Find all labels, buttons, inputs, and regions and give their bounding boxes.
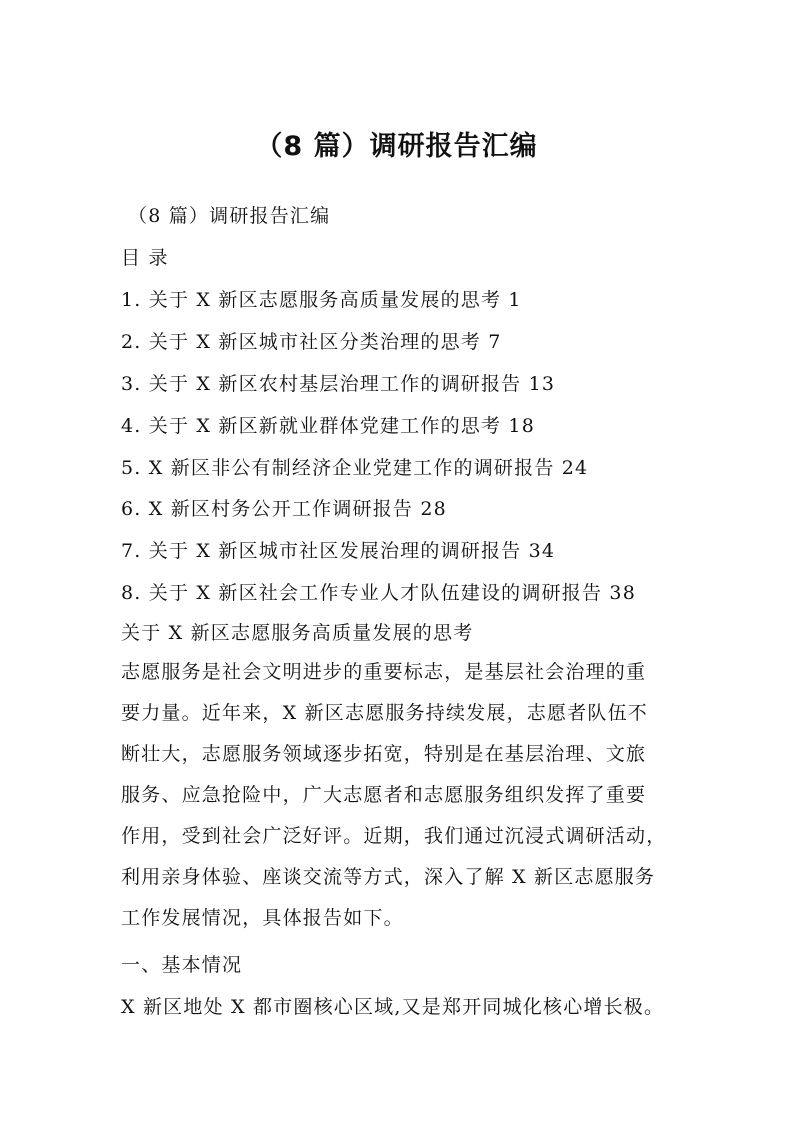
intro-line-2: 要力量。近年来，X 新区志愿服务持续发展，志愿者队伍不	[121, 702, 648, 724]
toc-item-6: 6. X 新区村务公开工作调研报告 28	[121, 498, 447, 520]
toc-item-5: 5. X 新区非公有制经济企业党建工作的调研报告 24	[121, 457, 589, 479]
intro-line-3: 断壮大，志愿服务领域逐步拓宽，特别是在基层治理、文旅	[121, 743, 647, 765]
toc-item-1: 1. 关于 X 新区志愿服务高质量发展的思考 1	[121, 289, 522, 311]
intro-paragraph	[121, 652, 676, 939]
toc-heading: 目 录	[121, 247, 169, 269]
toc-item-8: 8. 关于 X 新区社会工作专业人才队伍建设的调研报告 38	[121, 582, 636, 604]
intro-line-4: 服务、应急抢险中，广大志愿者和志愿服务组织发挥了重要	[121, 784, 647, 806]
intro-line-7: 工作发展情况，具体报告如下。	[121, 907, 404, 929]
toc-item-4: 4. 关于 X 新区新就业群体党建工作的思考 18	[121, 415, 535, 437]
section-heading-basic: 一、基本情况	[121, 954, 243, 976]
document-subtitle: （8 篇）调研报告汇编	[128, 205, 331, 227]
intro-line-5: 作用，受到社会广泛好评。近期，我们通过沉浸式调研活动，	[121, 825, 667, 847]
intro-line-6: 利用亲身体验、座谈交流等方式，深入了解 X 新区志愿服务	[121, 866, 656, 888]
toc-item-2: 2. 关于 X 新区城市社区分类治理的思考 7	[121, 331, 502, 353]
toc-item-7: 7. 关于 X 新区城市社区发展治理的调研报告 34	[121, 540, 556, 562]
document-title: （8 篇）调研报告汇编	[255, 131, 538, 162]
article-title: 关于 X 新区志愿服务高质量发展的思考	[121, 622, 474, 644]
intro-line-1: 志愿服务是社会文明进步的重要标志，是基层社会治理的重	[121, 661, 647, 683]
section-paragraph-basic: X 新区地处 X 都市圈核心区域,又是郑开同城化核心增长极。	[121, 996, 665, 1018]
toc-item-3: 3. 关于 X 新区农村基层治理工作的调研报告 13	[121, 373, 556, 395]
